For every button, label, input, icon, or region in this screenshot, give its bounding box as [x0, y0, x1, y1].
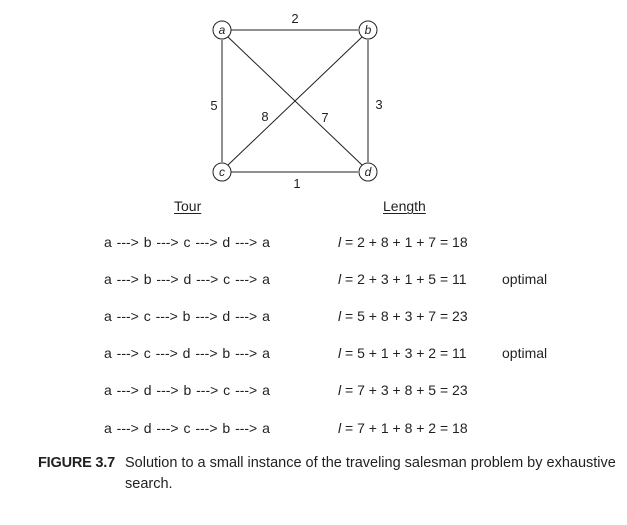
length-variable: l — [338, 271, 342, 287]
tsp-graph-diagram — [0, 0, 627, 200]
tour-length — [338, 308, 468, 324]
weight-a-c: 5 — [210, 98, 218, 113]
length-expression: = 7 + 1 + 8 + 2 = 18 — [341, 420, 468, 436]
weight-a-d: 7 — [321, 110, 329, 125]
tour-length — [338, 234, 468, 250]
length-expression: = 2 + 3 + 1 + 5 = 11 — [341, 271, 467, 287]
table-row — [0, 382, 627, 402]
weight-b-c: 8 — [261, 109, 269, 124]
tour-path: a ---> b ---> c ---> d ---> a — [104, 234, 270, 250]
vertex-b — [359, 21, 377, 39]
tour-path: a ---> c ---> d ---> b ---> a — [104, 345, 270, 361]
table-row — [0, 345, 627, 365]
tour-path: a ---> d ---> c ---> b ---> a — [104, 420, 270, 436]
optimal-note: optimal — [502, 271, 548, 287]
length-expression: = 2 + 8 + 1 + 7 = 18 — [341, 234, 468, 250]
length-variable: l — [338, 345, 342, 361]
length-variable: l — [338, 234, 342, 250]
tour-length — [338, 420, 468, 436]
vertex-d-label: d — [364, 165, 372, 179]
length-expression: = 5 + 8 + 3 + 7 = 23 — [341, 308, 468, 324]
optimal-note: optimal — [502, 345, 548, 361]
tour-length — [338, 382, 468, 398]
length-variable: l — [338, 308, 342, 324]
table-row — [0, 420, 627, 440]
tour-column-header: Tour — [174, 198, 202, 214]
weight-c-d: 1 — [293, 176, 301, 191]
vertex-c — [213, 163, 231, 181]
tour-path: a ---> c ---> b ---> d ---> a — [104, 308, 270, 324]
tour-path: a ---> b ---> d ---> c ---> a — [104, 271, 270, 287]
figure-caption — [38, 453, 623, 495]
tour-path: a ---> d ---> b ---> c ---> a — [104, 382, 270, 398]
figure-caption-text: Solution to a small instance of the traveling salesman problem by exhaustive search. — [125, 455, 616, 492]
figure-label: FIGURE 3.7 — [38, 455, 115, 471]
length-variable: l — [338, 420, 342, 436]
vertex-a-label: a — [218, 23, 226, 37]
vertex-c-label: c — [219, 165, 225, 179]
table-row — [0, 308, 627, 328]
length-expression: = 5 + 1 + 3 + 2 = 11 — [341, 345, 467, 361]
length-column-header: Length — [383, 198, 426, 214]
vertex-b-label: b — [364, 23, 372, 37]
weight-a-b: 2 — [291, 11, 299, 26]
table-row — [0, 234, 627, 254]
length-expression: = 7 + 3 + 8 + 5 = 23 — [341, 382, 468, 398]
length-variable: l — [338, 382, 342, 398]
vertex-d — [359, 163, 377, 181]
table-row — [0, 271, 627, 291]
weight-b-d: 3 — [375, 97, 383, 112]
tour-length — [338, 345, 467, 361]
tour-length — [338, 271, 467, 287]
vertex-a — [213, 21, 231, 39]
